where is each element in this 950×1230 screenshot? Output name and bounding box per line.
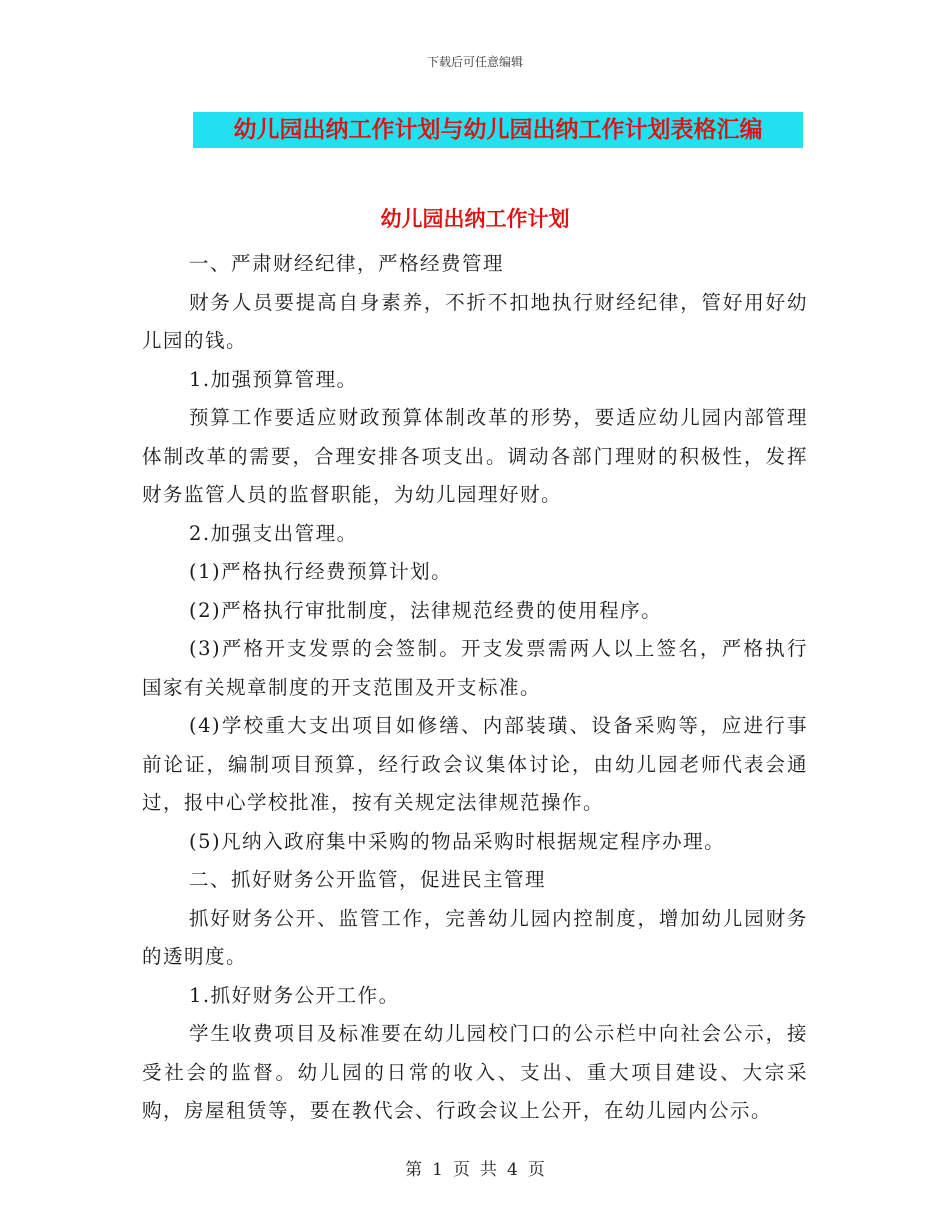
section-heading: 一、严肃财经纪律，严格经费管理 [189, 252, 505, 275]
total-pages-number: 4 [507, 1160, 518, 1180]
total-prefix: 共 [480, 1160, 497, 1180]
list-item: (2)严格执行审批制度，法律规范经费的使用程序。 [189, 598, 663, 622]
page-footer [0, 1155, 950, 1180]
subsection-heading: 1.加强预算管理。 [189, 367, 358, 391]
document-title: 幼儿园出纳工作计划与幼儿园出纳工作计划表格汇编 [193, 112, 803, 148]
list-item: (4)学校重大支出项目如修缮、内部装璜、设备采购等，应进行事前论证，编制项目预算，经行政会议集体讨论，由幼儿园老师代表会通过，报中心学校批准，按有关规定法律规范操作。 [142, 714, 808, 814]
page-word: 页 [453, 1160, 470, 1180]
paragraph: 财务人员要提高自身素养，不折不扣地执行财经纪律，管好用好幼儿园的钱。 [142, 290, 808, 352]
paragraph: 预算工作要适应财政预算体制改革的形势，要适应幼儿园内部管理体制改革的需要，合理安排各项支出。调动各部门理财的积极性，发挥财务监管人员的监督职能，为幼儿园理好财。 [142, 406, 808, 506]
current-page-number: 1 [432, 1160, 443, 1180]
list-item: (1)严格执行经费预算计划。 [189, 560, 453, 583]
document-body [142, 245, 808, 1131]
header-note: 下载后可任意编辑 [426, 55, 523, 69]
section-title: 幼儿园出纳工作计划 [380, 207, 570, 231]
page-prefix: 第 [405, 1160, 423, 1180]
subsection-heading: 2.加强支出管理。 [189, 521, 358, 545]
paragraph: 抓好财务公开、监管工作，完善幼儿园内控制度，增加幼儿园财务的透明度。 [142, 906, 808, 968]
list-item: (3)严格开支发票的会签制。开支发票需两人以上签名，严格执行国家有关规章制度的开支范围及开支标准。 [142, 637, 808, 699]
paragraph: 学生收费项目及标准要在幼儿园校门口的公示栏中向社会公示，接受社会的监督。幼儿园的日常的收入、支出、重大项目建设、大宗采购，房屋租赁等，要在教代会、行政会议上公开，在幼儿园内公示。 [142, 1022, 808, 1122]
total-suffix: 页 [527, 1160, 545, 1180]
list-item: (5)凡纳入政府集中采购的物品采购时根据规定程序办理。 [189, 829, 726, 853]
subsection-heading: 1.抓好财务公开工作。 [189, 983, 400, 1007]
section-heading: 二、抓好财务公开监管，促进民主管理 [189, 868, 547, 891]
